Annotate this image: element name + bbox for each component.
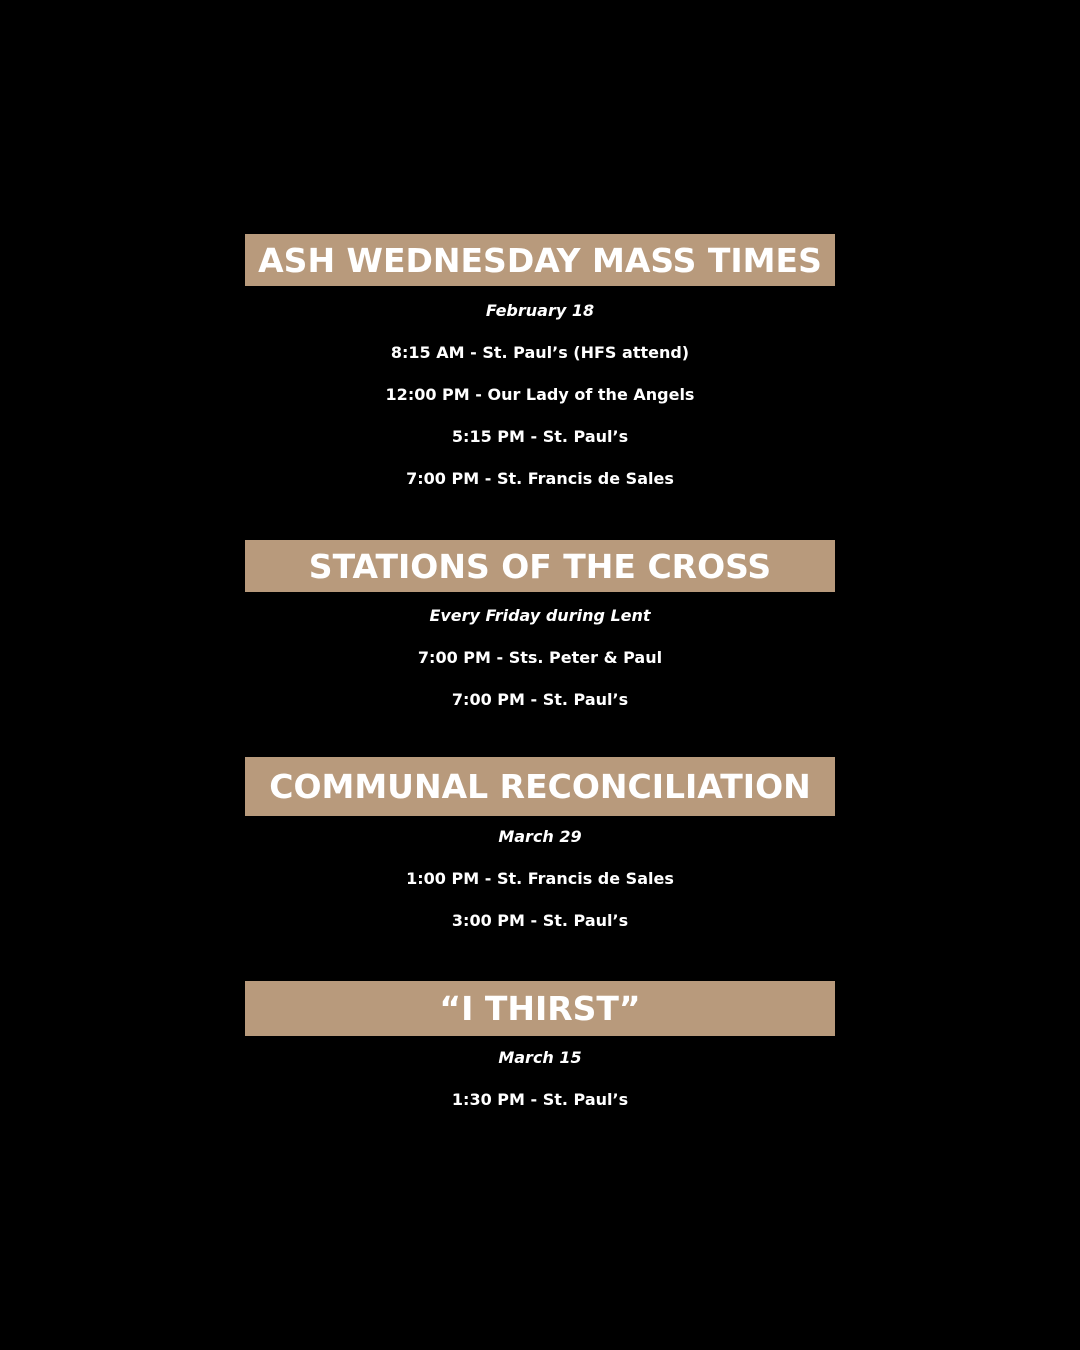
- section-banner-stations: [245, 540, 835, 592]
- section-title: “I THIRST”: [439, 989, 641, 1028]
- section-banner-ash-wednesday: [245, 234, 835, 286]
- section-date: Every Friday during Lent: [429, 606, 651, 625]
- schedule-line: 7:00 PM - Sts. Peter & Paul: [417, 648, 663, 667]
- schedule-line: 1:30 PM - St. Paul’s: [451, 1090, 629, 1109]
- section-banner-i-thirst: [245, 981, 835, 1036]
- section-banner-reconciliation: [245, 757, 835, 816]
- section-date: February 18: [485, 301, 595, 320]
- section-title: COMMUNAL RECONCILIATION: [269, 767, 811, 806]
- section-date: March 15: [498, 1048, 582, 1067]
- section-date: March 29: [498, 827, 582, 846]
- schedule-line: 1:00 PM - St. Francis de Sales: [406, 869, 674, 888]
- schedule-line: 5:15 PM - St. Paul’s: [451, 427, 629, 446]
- schedule-line: 3:00 PM - St. Paul’s: [451, 911, 629, 930]
- schedule-line: 7:00 PM - St. Paul’s: [451, 690, 629, 709]
- schedule-line: 12:00 PM - Our Lady of the Angels: [385, 385, 695, 404]
- schedule-line: 8:15 AM - St. Paul’s (HFS attend): [390, 343, 690, 362]
- section-title: STATIONS OF THE CROSS: [308, 546, 772, 586]
- section-title: ASH WEDNESDAY MASS TIMES: [258, 240, 822, 280]
- schedule-line: 7:00 PM - St. Francis de Sales: [406, 469, 674, 488]
